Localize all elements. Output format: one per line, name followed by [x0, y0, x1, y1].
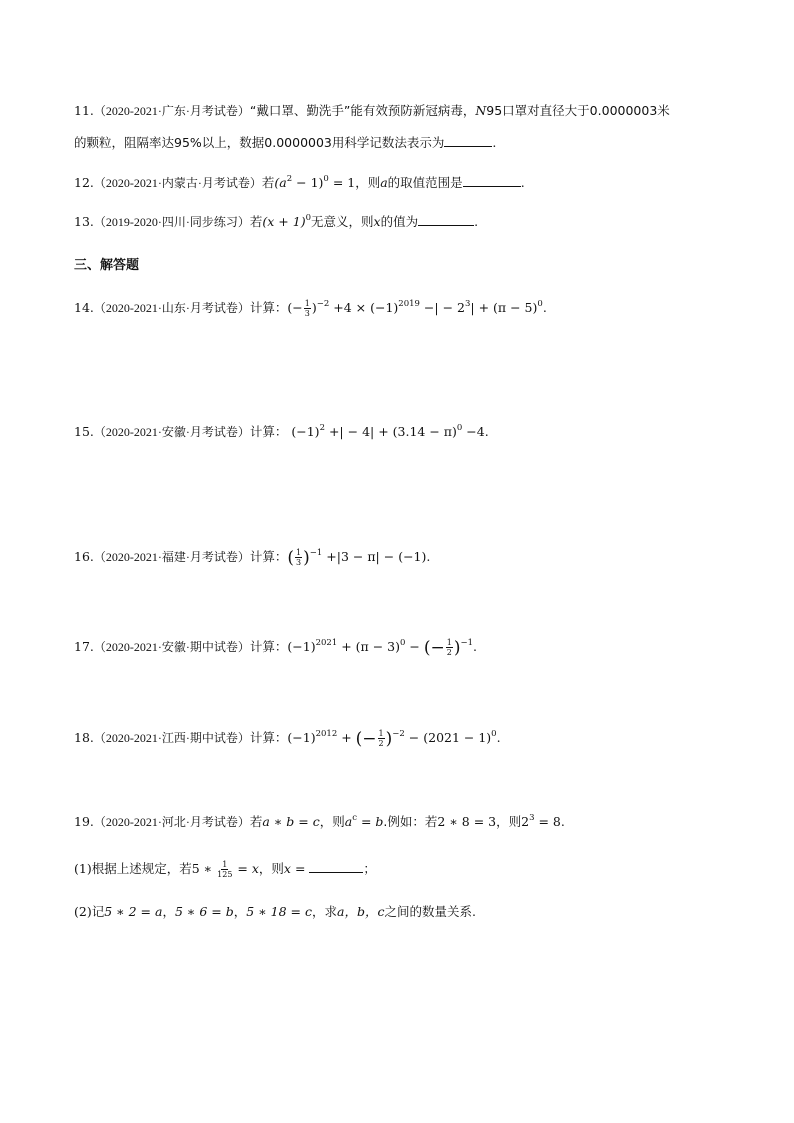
math-part: (−1) — [287, 639, 316, 654]
question-17 — [74, 637, 477, 658]
question-text: 无意义，则 — [311, 214, 374, 229]
answer-blank[interactable] — [463, 173, 521, 187]
fraction-denominator: 2 — [378, 739, 384, 748]
math-part: ) — [453, 638, 461, 658]
math-part: (− — [355, 729, 377, 749]
question-number: 19. — [74, 814, 94, 829]
math-part: (−1) — [287, 730, 316, 745]
math-part: − (2021 − 1) — [404, 730, 492, 745]
math-base: (a — [274, 175, 287, 190]
math-expression: 5 ∗ 18 = c — [246, 904, 313, 919]
period: . — [473, 639, 477, 654]
math-part: ( — [287, 548, 295, 568]
math-expression — [262, 214, 311, 229]
question-19-part-2 — [74, 902, 476, 922]
answer-blank[interactable] — [444, 133, 492, 147]
fraction-numerator: 1 — [378, 729, 384, 738]
question-text: 计算： — [249, 424, 292, 439]
question-text: “戴口罩、勤洗手”能有效预防新冠病毒， — [249, 103, 476, 118]
math-part: + (π − 3) — [337, 639, 400, 654]
semicolon: ； — [363, 861, 376, 876]
question-text: 计算： — [249, 730, 288, 745]
question-text: 若 — [249, 214, 263, 229]
fraction — [304, 299, 311, 318]
math-var: a — [380, 175, 388, 190]
question-19 — [74, 812, 565, 832]
question-text: 的值为 — [380, 214, 419, 229]
math-part: + — [337, 730, 356, 745]
question-text: 根据上述规定，若 — [91, 861, 192, 876]
question-text: ，则 — [496, 814, 522, 829]
question-number: 16. — [74, 549, 94, 564]
math-part: 2 — [521, 814, 530, 829]
math-var: N — [475, 103, 487, 118]
question-source: （2020-2021·安徽·期中试卷） — [93, 640, 250, 654]
period: . — [426, 549, 431, 564]
math-part: = 1，则 — [328, 175, 381, 190]
math-part: (− — [423, 638, 445, 658]
fraction — [217, 860, 232, 879]
exponent: 0 — [305, 213, 312, 223]
question-text: 95口罩对直径大于0.0000003米 — [486, 103, 670, 118]
question-text: 计算： — [249, 639, 288, 654]
math-part: +| − 4| + (3.14 − π) — [324, 424, 457, 439]
math-var: x — [373, 214, 381, 229]
question-text: 计算： — [249, 300, 288, 315]
part-label: (2) — [74, 904, 92, 919]
fraction — [295, 548, 302, 567]
exponent: 3 — [529, 813, 535, 823]
fraction-denominator: 2 — [446, 648, 452, 657]
math-part: | + (π − 5) — [470, 300, 538, 315]
math-part: = — [290, 861, 310, 876]
math-part: +|3 − π| − (−1) — [322, 549, 427, 564]
question-number: 12. — [74, 175, 94, 190]
question-source: （2020-2021·安徽·月考试卷） — [93, 425, 250, 439]
question-text: ，求 — [312, 904, 338, 919]
exponent: 2019 — [398, 299, 420, 309]
period: . — [472, 904, 476, 919]
fraction-numerator: 1 — [304, 299, 310, 308]
math-expression: 5 ∗ 2 = a — [104, 904, 163, 919]
question-12 — [74, 173, 525, 193]
math-part: ) — [303, 548, 310, 568]
question-text: 计算： — [249, 549, 288, 564]
math-expression — [345, 814, 384, 829]
exponent: −2 — [392, 729, 405, 739]
fraction — [378, 729, 385, 748]
exponent: 3 — [464, 299, 471, 309]
exponent: 0 — [491, 729, 497, 739]
exponent: 0 — [323, 174, 329, 184]
math-expression: a ∗ b = c — [262, 814, 320, 829]
exponent: 0 — [400, 638, 406, 648]
math-part: −4 — [462, 424, 485, 439]
exponent: 0 — [456, 423, 463, 433]
question-text: 若 — [249, 814, 263, 829]
math-expression — [521, 814, 561, 829]
section-heading: 三、解答题 — [74, 258, 140, 273]
math-part: 5 ∗ — [191, 861, 217, 876]
math-vars: a，b，c — [337, 904, 385, 919]
period: . — [484, 424, 489, 439]
math-part: = x — [233, 861, 259, 876]
exponent: c — [352, 813, 357, 823]
fraction-denominator: 3 — [296, 558, 302, 567]
math-expression — [287, 729, 497, 749]
math-expression — [287, 299, 543, 318]
question-source: （2020-2021·河北·月考试卷） — [93, 815, 250, 829]
question-text: 若 — [261, 175, 275, 190]
exponent: 2012 — [315, 729, 338, 739]
period: . — [492, 135, 497, 150]
math-part: (−1) — [291, 424, 320, 439]
answer-blank[interactable] — [418, 212, 474, 226]
question-14 — [74, 298, 547, 318]
math-base: (x + 1) — [262, 214, 306, 229]
period: . — [496, 730, 501, 745]
math-part: − — [405, 639, 424, 654]
math-part: +4 × (−1) — [329, 300, 399, 315]
fraction-denominator: 125 — [217, 870, 233, 879]
question-text: ，则 — [258, 861, 284, 876]
math-var: x — [283, 861, 291, 876]
math-part: − 1) — [292, 175, 324, 190]
question-text: 的颗粒，阻隔率达95%以上，数据0.0000003用科学记数法表示为 — [74, 135, 445, 150]
math-expression — [287, 638, 473, 658]
period: . — [542, 300, 547, 315]
separator: ， — [233, 904, 247, 919]
math-expression: 2 ∗ 8 = 3 — [437, 814, 497, 829]
math-expression — [191, 860, 259, 879]
question-text: .例如：若 — [383, 814, 438, 829]
question-11 — [74, 101, 670, 121]
question-source: （2020-2021·广东·月考试卷） — [93, 104, 250, 118]
question-16 — [74, 547, 430, 568]
fraction-numerator: 1 — [446, 638, 452, 647]
question-11-line-2 — [74, 133, 496, 153]
period: . — [520, 175, 525, 190]
math-part: ) — [311, 300, 317, 315]
exponent: 2021 — [315, 638, 338, 648]
exponent: 2 — [286, 174, 293, 184]
question-18 — [74, 728, 501, 749]
question-number: 17. — [74, 639, 94, 654]
question-19-part-1 — [74, 859, 376, 879]
fraction-numerator: 1 — [296, 548, 302, 557]
question-number: 14. — [74, 300, 94, 315]
math-expression — [274, 175, 387, 190]
question-source: （2020-2021·内蒙古·月考试卷） — [93, 176, 262, 190]
math-expression: 5 ∗ 6 = b — [174, 904, 234, 919]
exponent: −1 — [309, 548, 323, 558]
math-part: = 8 — [534, 814, 561, 829]
question-source: （2020-2021·江西·期中试卷） — [93, 731, 250, 745]
math-part: ) — [385, 729, 393, 749]
question-number: 18. — [74, 730, 94, 745]
math-part: a — [344, 814, 353, 829]
question-source: （2020-2021·山东·月考试卷） — [93, 301, 250, 315]
question-text: 的取值范围是 — [387, 175, 463, 190]
exponent: 0 — [537, 299, 543, 309]
question-text: 记 — [91, 904, 105, 919]
question-number: 11. — [74, 103, 94, 118]
fraction-numerator: 1 — [222, 860, 228, 869]
math-part: −| − 2 — [419, 300, 465, 315]
period: . — [560, 814, 565, 829]
question-13 — [74, 212, 478, 232]
exponent: −1 — [460, 638, 473, 648]
question-source: （2019-2020·四川·同步练习） — [93, 215, 250, 229]
part-label: (1) — [74, 861, 92, 876]
fraction — [446, 638, 453, 657]
question-15 — [74, 422, 489, 442]
math-part: = b — [356, 814, 384, 829]
period: . — [474, 214, 479, 229]
math-expression — [291, 424, 484, 439]
question-number: 15. — [74, 424, 94, 439]
answer-blank[interactable] — [309, 859, 363, 873]
separator: ， — [162, 904, 175, 919]
question-text: ，则 — [319, 814, 345, 829]
exponent: 2 — [319, 423, 325, 433]
fraction-denominator: 3 — [304, 309, 310, 318]
math-part: (− — [287, 300, 303, 315]
question-source: （2020-2021·福建·月考试卷） — [93, 550, 250, 564]
exponent: −2 — [316, 299, 330, 309]
question-number: 13. — [74, 214, 94, 229]
math-expression — [287, 548, 427, 568]
question-text: 之间的数量关系 — [384, 904, 473, 919]
